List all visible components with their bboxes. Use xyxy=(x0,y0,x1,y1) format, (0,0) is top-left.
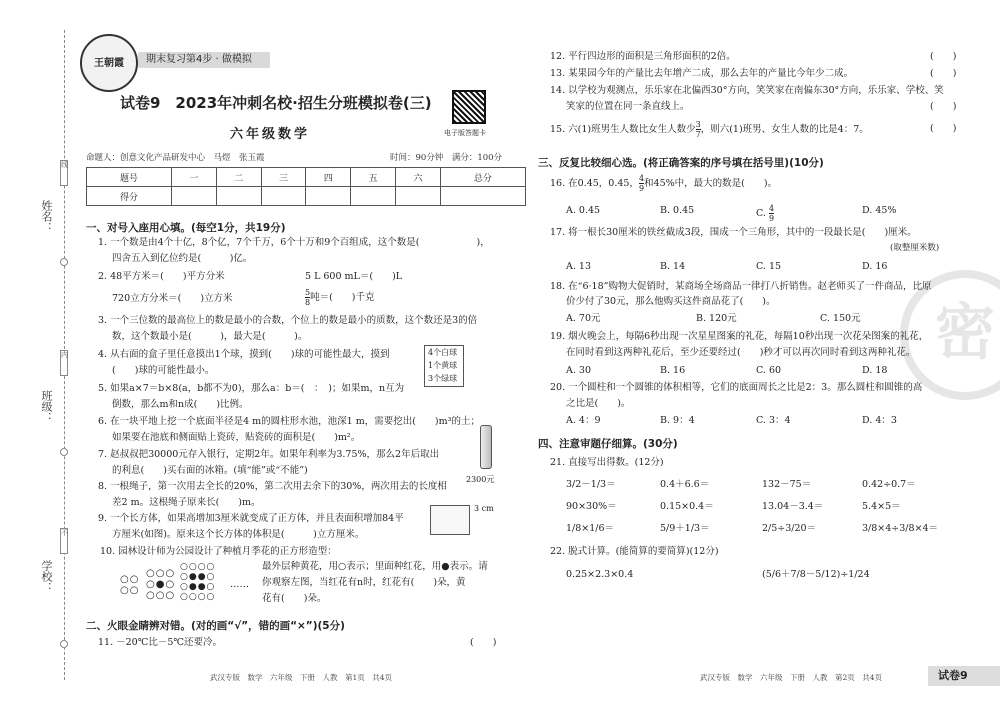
side-circle xyxy=(60,448,68,456)
question-2c: 720立方分米＝( )立方米 xyxy=(112,293,233,304)
score-header: 三 xyxy=(261,168,306,187)
question-3-cont: 数，这个数最小是( )，最大是( )。 xyxy=(112,331,308,342)
flower-pattern-3: ○○○○ ○●●○ ○●●○ ○○○○ xyxy=(180,562,216,602)
option[interactable]: D. 18 xyxy=(862,365,888,376)
side-mark: 线 xyxy=(60,160,68,186)
score-cell[interactable] xyxy=(172,187,217,206)
option[interactable]: C. 3：4 xyxy=(756,415,791,426)
question-17-note: (取整厘米数) xyxy=(890,243,940,253)
option[interactable]: A. 4：9 xyxy=(566,415,601,426)
option[interactable]: A. 0.45 xyxy=(566,205,601,216)
fraction: $\frac{3}{7}$ xyxy=(695,120,701,139)
question-5: 5. 如果a×7＝b×8(a，b都不为0)，那么a：b＝( ： )；如果m，n互为 xyxy=(98,383,405,394)
question-14-cont: 笑家的位置在同一条直线上。 xyxy=(566,101,690,112)
score-header: 四 xyxy=(306,168,351,187)
answer-paren[interactable]: ( ) xyxy=(930,51,957,62)
calc-item: 0.4＋6.6＝ xyxy=(660,479,710,490)
option[interactable]: C. 60 xyxy=(756,365,782,376)
question-18: 18. 在“6·18”购物大促销时，某商场全场商品一律打八折销售。赵老师买了一件商品，比原 xyxy=(550,281,932,292)
score-cell[interactable] xyxy=(440,187,525,206)
watermark-seal: 密 xyxy=(900,270,1000,400)
score-table xyxy=(86,167,526,206)
question-13: 13. 某果园今年的产量比去年增产二成，那么去年的产量比今年少二成。 xyxy=(550,68,854,79)
question-10: 10. 园林设计师为公园设计了种植月季花的正方形造型： xyxy=(100,546,337,557)
question-9-cont: 方厘米(如图)。原来这个长方体的体积是( )立方厘米。 xyxy=(112,529,365,540)
option[interactable]: A. 30 xyxy=(566,365,591,376)
question-2d: $\frac{5}{8}$ 吨＝( )千克 xyxy=(305,288,375,307)
side-circle xyxy=(60,640,68,648)
question-1: 1. 一个数是由4个十亿，8个亿，7个千万，6个十万和9个百组成，这个数是( )， xyxy=(98,237,490,248)
question-20-cont: 之比是( )。 xyxy=(566,398,631,409)
score-header: 二 xyxy=(216,168,261,187)
publisher-logo: 王朝霞 xyxy=(80,34,138,92)
ball-box-line: 4个白球 xyxy=(428,348,458,357)
school-label: 学校： xyxy=(40,560,53,593)
score-cell[interactable] xyxy=(216,187,261,206)
ball-box-line: 3个绿球 xyxy=(428,374,458,383)
fraction: $\frac{5}{8}$ xyxy=(305,288,311,307)
review-step-bar: 期末复习第4步 · 做模拟 xyxy=(138,52,270,68)
question-8: 8. 一根绳子，第一次用去全长的20%，第二次用去余下的30%，两次用去的长度相 xyxy=(98,481,447,492)
question-10-text-2: 你观察左图，当红花有n时，红花有( )朵，黄 xyxy=(262,577,466,588)
section-1-heading: 一、对号入座用心填。(每空1分，共19分) xyxy=(86,222,286,234)
score-header: 总分 xyxy=(440,168,525,187)
score-header: 题号 xyxy=(87,168,172,187)
question-2a: 2. 48平方米＝( )平方分米 xyxy=(98,271,225,282)
score-cell[interactable] xyxy=(351,187,396,206)
option[interactable]: B. 120元 xyxy=(696,313,737,324)
answer-paren[interactable]: ( ) xyxy=(930,101,957,112)
question-9: 9. 一个长方体，如果高增加3厘米就变成了正方体，并且表面积增加84平 xyxy=(98,513,404,524)
score-cell[interactable] xyxy=(396,187,441,206)
calc-item: 0.15×0.4＝ xyxy=(660,501,714,512)
score-cell[interactable] xyxy=(261,187,306,206)
option[interactable]: D. 45% xyxy=(862,205,897,216)
option[interactable]: B. 16 xyxy=(660,365,686,376)
calc-item: 5/9＋1/3＝ xyxy=(660,523,710,534)
question-16: 16. 在0.45，0.45， $\frac{4}{9}$ 和45%中，最大的数是( )。 xyxy=(550,174,778,193)
question-12: 12. 平行四边形的面积是三角形面积的2倍。 xyxy=(550,51,736,62)
question-8-cont: 差2 m。这根绳子原来长( )m。 xyxy=(112,497,261,508)
calc-item: 3/2－1/3＝ xyxy=(566,479,616,490)
option[interactable]: D. 16 xyxy=(862,261,888,272)
option[interactable]: B. 14 xyxy=(660,261,686,272)
question-21: 21. 直接写出得数。(12分) xyxy=(550,457,664,468)
ball-box-line: 1个黄球 xyxy=(428,361,458,370)
calc-item: 3/8×4÷3/8×4＝ xyxy=(862,523,939,534)
calc-expression: (5/6＋7/8－5/12)÷1/24 xyxy=(762,569,870,580)
question-18-cont: 价少付了30元，那么他购买这件商品花了( )。 xyxy=(566,296,776,307)
calc-expression: 0.25×2.3×0.4 xyxy=(566,569,634,580)
section-3-heading: 三、反复比较细心选。(将正确答案的序号填在括号里)(10分) xyxy=(538,157,824,169)
time-score: 时间：90分钟 满分：100分 xyxy=(390,153,503,163)
question-20: 20. 一个圆柱和一个圆锥的体积相等，它们的底面周长之比是2：3。那么圆柱和圆锥的高 xyxy=(550,382,923,393)
subject-title: 六年级数学 xyxy=(230,127,311,142)
question-17: 17. 将一根长30厘米的铁丝截成3段，围成一个三角形，其中的一段最长是( )厘米。 xyxy=(550,227,917,238)
option[interactable]: B. 9：4 xyxy=(660,415,695,426)
authors: 命题人：创意文化产品研发中心 马煜 张玉霞 xyxy=(86,153,265,163)
option[interactable]: C. 150元 xyxy=(820,313,861,324)
class-label: 班级： xyxy=(40,390,53,423)
cuboid-figure xyxy=(430,505,470,535)
score-header: 一 xyxy=(172,168,217,187)
section-4-heading: 四、注意审题仔细算。(30分) xyxy=(538,438,678,450)
question-6: 6. 在一块平地上挖一个底面半径是4 m的圆柱形水池，池深1 m，需要挖出( )m³的土； xyxy=(98,416,480,427)
fridge-price: 2300元 xyxy=(466,475,495,484)
question-22: 22. 脱式计算。(能简算的要简算)(12分) xyxy=(550,546,719,557)
option[interactable]: C. 15 xyxy=(756,261,782,272)
option[interactable]: C. $\frac{4}{9}$ xyxy=(756,204,775,223)
calc-item: 0.42÷0.7＝ xyxy=(862,479,916,490)
calc-item: 1/8×1/6＝ xyxy=(566,523,615,534)
score-header: 五 xyxy=(351,168,396,187)
page-footer-left: 武汉专版 数学 六年级 下册 人教 第1页 共4页 xyxy=(210,673,393,682)
question-10-text-3: 花有( )朵。 xyxy=(262,593,327,604)
question-1-cont: 四舍五入到亿位约是( )亿。 xyxy=(112,253,253,264)
side-circle xyxy=(60,258,68,266)
calc-item: 5.4×5＝ xyxy=(862,501,901,512)
fridge-figure xyxy=(480,425,492,469)
option[interactable]: B. 0.45 xyxy=(660,205,695,216)
question-5-cont: 倒数，那么m和n成( )比例。 xyxy=(112,399,249,410)
question-19-cont: 在同时看到这两种礼花后，至少还要经过( )秒才可以再次同时看到这两种礼花。 xyxy=(566,347,916,358)
side-mark: 不 xyxy=(60,528,68,554)
ball-box-figure xyxy=(424,345,464,387)
paper-title: 试卷9 2023年冲刺名校·招生分班模拟卷(三) xyxy=(120,94,432,112)
score-row-label: 得分 xyxy=(87,187,172,206)
option[interactable]: D. 4：3 xyxy=(862,415,897,426)
page-footer-right: 武汉专版 数学 六年级 下册 人教 第2页 共4页 xyxy=(700,673,883,682)
calc-item: 13.04－3.4＝ xyxy=(762,501,824,512)
option[interactable]: A. 13 xyxy=(566,261,591,272)
calc-item: 90×30%＝ xyxy=(566,501,617,512)
option[interactable]: A. 70元 xyxy=(566,313,601,324)
flower-pattern-2: ○○○ ○●○ ○○○ xyxy=(146,568,176,601)
calc-item: 2/5÷3/20＝ xyxy=(762,523,817,534)
qr-code-icon[interactable] xyxy=(452,90,486,124)
side-mark: 内 xyxy=(60,350,68,376)
question-7-cont: 的利息( )买右面的冰箱。(填“能”或“不能”) xyxy=(112,465,308,476)
question-4-cont: ( )球的可能性最小。 xyxy=(112,365,215,376)
question-7: 7. 赵叔叔把30000元存入银行，定期2年。如果年利率为3.75%，那么2年后取出 xyxy=(98,449,440,460)
question-11: 11. －20℃比－5℃还要冷。 xyxy=(98,637,223,648)
question-10-text-1: 最外层种黄花，用○表示；里面种红花，用●表示。请 xyxy=(262,561,488,572)
answer-paren[interactable]: ( ) xyxy=(930,123,957,134)
question-6-cont: 如果要在池底和侧面贴上瓷砖，贴瓷砖的面积是( )m²。 xyxy=(112,432,361,443)
pattern-ellipsis: …… xyxy=(230,579,249,590)
qr-caption: 电子版答题卡 xyxy=(444,129,486,137)
question-4: 4. 从右面的盒子里任意摸出1个球，摸到( )球的可能性最大，摸到 xyxy=(98,349,390,360)
name-label: 姓名： xyxy=(40,200,53,233)
section-2-heading: 二、火眼金睛辨对错。(对的画“√”，错的画“×”)(5分) xyxy=(86,620,345,632)
question-14: 14. 以学校为观测点，乐乐家在北偏西30°方向，笑笑家在南偏东30°方向，乐乐家、学校、笑 xyxy=(550,85,944,96)
score-header: 六 xyxy=(396,168,441,187)
answer-paren[interactable]: ( ) xyxy=(470,637,497,648)
fraction: $\frac{4}{9}$ xyxy=(638,174,645,193)
paper-tag: 试卷9 xyxy=(928,666,1000,686)
calc-item: 132－75＝ xyxy=(762,479,812,490)
question-2b: 5 L 600 mL＝( )L xyxy=(305,271,403,282)
answer-paren[interactable]: ( ) xyxy=(930,68,957,79)
question-19: 19. 烟火晚会上，每隔6秒出现一次星星图案的礼花，每隔10秒出现一次花朵图案的礼花， xyxy=(550,331,929,342)
question-15: 15. 六(1)班男生人数比女生人数少 $\frac{3}{7}$ ，则六(1)班男、女生人数的比是4：7。 xyxy=(550,120,869,139)
cuboid-label: 3 cm xyxy=(474,504,494,513)
question-3: 3. 一个三位数的最高位上的数是最小的合数，个位上的数是最小的质数，这个数还是3的倍 xyxy=(98,315,478,326)
flower-pattern-1: ○○ ○○ xyxy=(120,574,140,596)
score-cell[interactable] xyxy=(306,187,351,206)
